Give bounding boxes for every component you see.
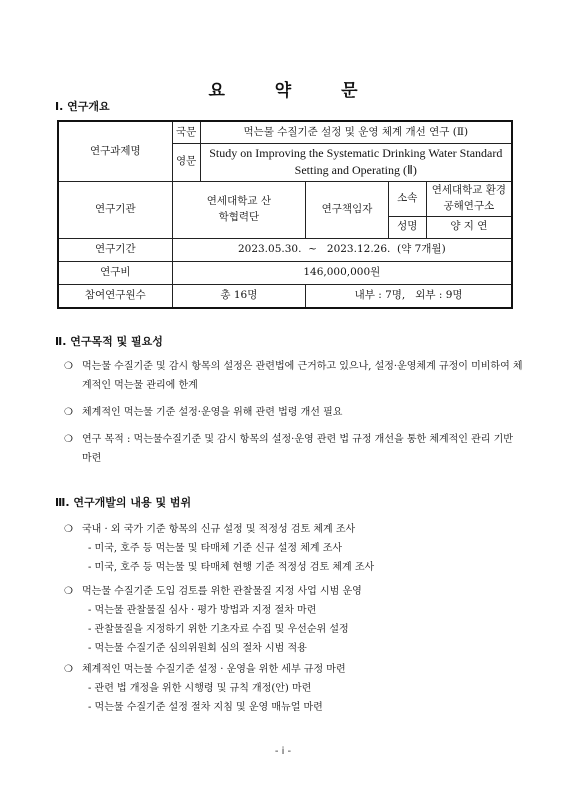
bullet-icon: ❍ (64, 664, 73, 675)
bullet-icon: ❍ (64, 586, 73, 597)
page-title: 요 약 문 (208, 81, 380, 101)
list-item: ❍ 먹는물 수질기준 도입 검토를 위한 관찰물질 지정 사업 시범 운영 - 먹는물 관찰물질 심사 · 평가 방법과 지정 절차 마련 - 관찰물질을 지정하기 위한 기초자료 수집 및 우선순위 설정 - 먹는물 수질기준 심의위원회 심의 절차 시범 적용 (64, 582, 524, 658)
pi-label: 연구책임자 (306, 181, 389, 238)
summary-table (57, 120, 513, 309)
korean-title: 먹는물 수질기준 설정 및 운영 체계 개선 연구 (Ⅱ) (200, 121, 512, 143)
name-value: 양 지 연 (426, 216, 512, 238)
budget-value: 146,000,000원 (172, 261, 512, 284)
bullet-icon: ❍ (64, 407, 73, 418)
affiliation-label: 소속 (388, 181, 426, 216)
period-label: 연구기간 (58, 238, 172, 261)
list-item: ❍ 국내 · 외 국가 기준 항목의 신규 설정 및 적정성 검토 체계 조사 - 미국, 호주 등 먹는물 및 타매체 기준 신규 설정 체계 조사 - 미국, 호주 등 먹는물 및 타매체 현행 기준 적정성 검토 체계 조사 (64, 520, 524, 577)
researchers-label: 참여연구원수 (58, 284, 172, 308)
english-label: 영문 (172, 143, 200, 181)
institution-value: 연세대학교 산학협력단 (172, 181, 306, 238)
budget-label: 연구비 (58, 261, 172, 284)
sub-item: - 관찰물질을 지정하기 위한 기초자료 수집 및 우선순위 설정 (88, 624, 349, 635)
section-heading-scope: Ⅲ. 연구개발의 내용 및 범위 (55, 496, 192, 509)
page-number: - i - (274, 746, 292, 757)
list-item: ❍ 체계적인 먹는물 수질기준 설정 · 운영을 위한 세부 규정 마련 - 관련 법 개정을 위한 시행령 및 규칙 개정(안) 마련 - 먹는물 수질기준 설정 절차 지침 및 운영 매뉴얼 마련 (64, 660, 524, 717)
sub-item: - 먹는물 수질기준 설정 절차 지침 및 운영 매뉴얼 마련 (88, 702, 323, 713)
english-title: Study on Improving the Systematic Drinking Water Standard Setting and Operating (Ⅱ) (200, 143, 512, 181)
bullet-icon: ❍ (64, 434, 73, 445)
institution-label: 연구기관 (58, 181, 172, 238)
sub-item: - 미국, 호주 등 먹는물 및 타매체 현행 기준 적정성 검토 체계 조사 (88, 562, 375, 573)
list-item: ❍ 체계적인 먹는물 기준 설정·운영을 위해 관련 법령 개선 필요 (64, 403, 524, 422)
period-value: 2023.05.30. ~ 2023.12.26. (약 7개월) (172, 238, 512, 261)
sub-item: - 관련 법 개정을 위한 시행령 및 규칙 개정(안) 마련 (88, 683, 312, 694)
section-heading-overview: Ⅰ. 연구개요 (55, 100, 110, 113)
list-item: ❍ 연구 목적 : 먹는물수질기준 및 감시 항목의 설정·운영 관련 법 규정 개선을 통한 체계적인 관리 기반 마련 (64, 430, 524, 468)
korean-label: 국문 (172, 121, 200, 143)
affiliation-value: 연세대학교 환경공해연구소 (426, 181, 512, 216)
sub-item: - 먹는물 수질기준 심의위원회 심의 절차 시범 적용 (88, 643, 307, 654)
bullet-icon: ❍ (64, 524, 73, 535)
sub-item: - 먹는물 관찰물질 심사 · 평가 방법과 지정 절차 마련 (88, 605, 317, 616)
sub-item: - 미국, 호주 등 먹는물 및 타매체 기준 신규 설정 체계 조사 (88, 543, 343, 554)
researchers-total: 총 16명 (172, 284, 306, 308)
researchers-breakdown: 내부 : 7명, 외부 : 9명 (306, 284, 512, 308)
list-item: ❍ 먹는물 수질기준 및 감시 항목의 설정은 관련법에 근거하고 있으나, 설정·운영체계 규정이 미비하여 체계적인 먹는물 관리에 한계 (64, 357, 524, 395)
name-label: 성명 (388, 216, 426, 238)
project-name-label: 연구과제명 (58, 121, 172, 181)
section-heading-purpose: Ⅱ. 연구목적 및 필요성 (55, 335, 163, 348)
bullet-icon: ❍ (64, 361, 73, 372)
